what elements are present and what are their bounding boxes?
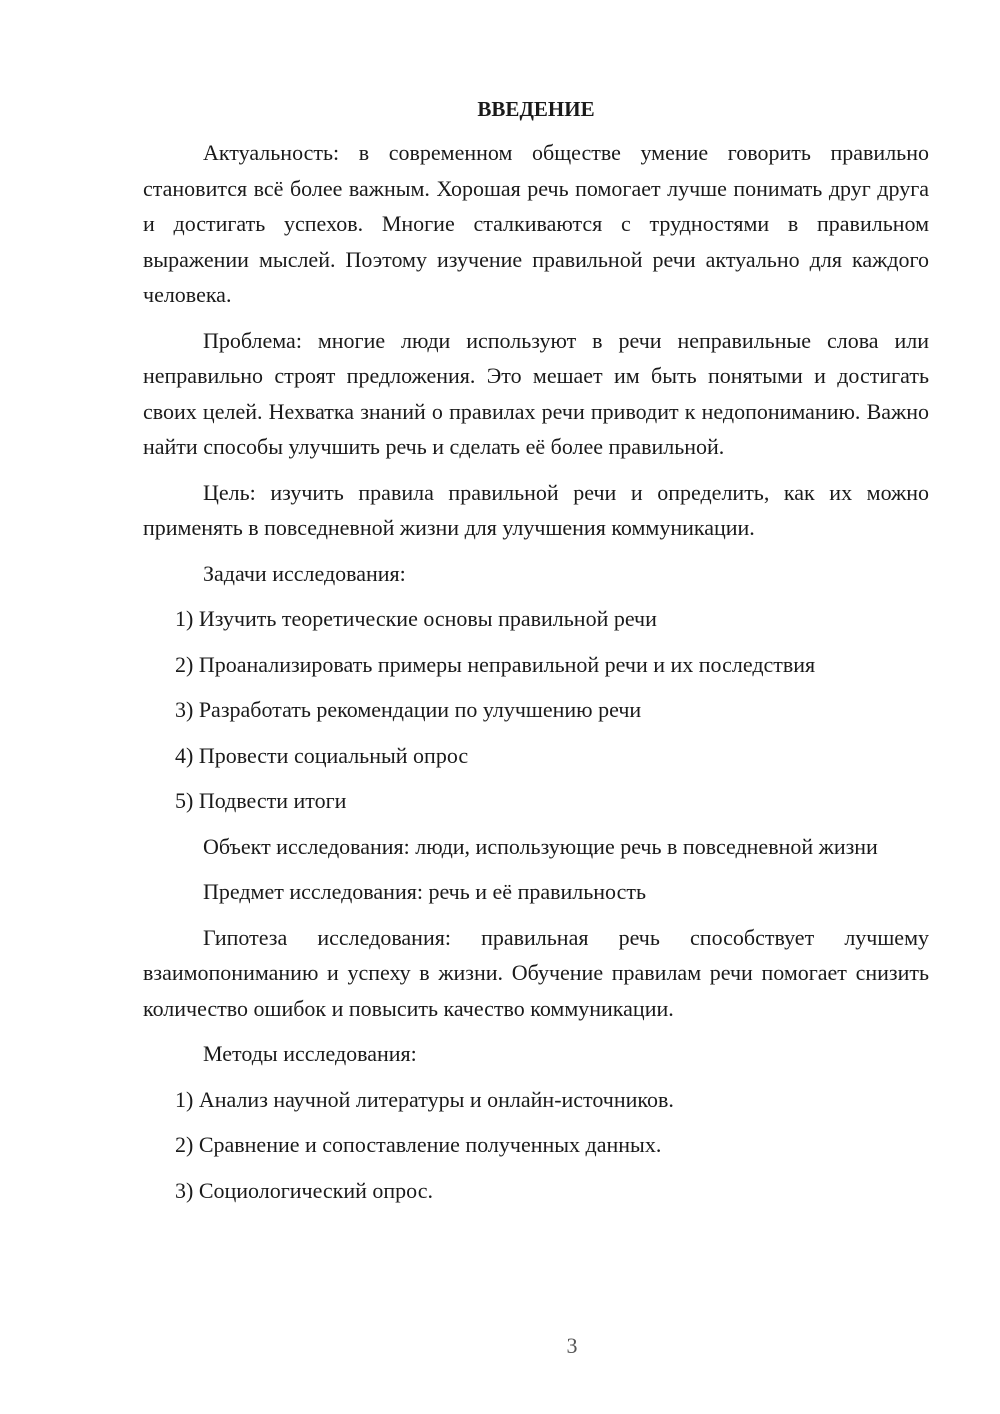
list-item: 2) Проанализировать примеры неправильной речи и их последствия [175,651,816,677]
methods-list [143,1082,929,1209]
tasks-list [143,601,929,819]
subject-paragraph: Предмет исследования: речь и её правильность [203,879,647,904]
list-item: 1) Анализ научной литературы и онлайн-источников. [175,1086,674,1112]
problem-paragraph: Проблема: многие люди используют в речи неправильные слова или неправильно строят предложения. Это мешает им быть понятыми и достигать своих целей. Нехватка знаний о правилах речи приводит к недопониманию. Важно найти способы улучшить речь и сделать её более правильной. [143,327,929,459]
goal-paragraph: Цель: изучить правила правильной речи и определить, как их можно применять в повседневной жизни для улучшения коммуникации. [143,479,929,540]
list-item: 1) Изучить теоретические основы правильной речи [175,606,657,631]
page-number: 3 [566,1333,578,1358]
list-item: 4) Провести социальный опрос [175,742,469,768]
list-item: 3) Разработать рекомендации по улучшению речи [175,697,642,722]
object-paragraph: Объект исследования: люди, использующие речь в повседневной жизни [203,833,878,859]
list-item: 5) Подвести итоги [175,788,347,813]
document-page [143,92,929,1218]
methods-heading: Методы исследования: [203,1041,417,1066]
list-item: 2) Сравнение и сопоставление полученных данных. [175,1132,662,1157]
tasks-heading: Задачи исследования: [203,560,406,586]
list-item: 3) Социологический опрос. [175,1177,433,1203]
hypothesis-paragraph: Гипотеза исследования: правильная речь способствует лучшему взаимопониманию и успеху в жизни. Обучение правилам речи помогает снизить количество ошибок и повысить качество коммуникации. [143,924,929,1021]
relevance-paragraph: Актуальность: в современном обществе умение говорить правильно становится всё более важным. Хорошая речь помогает лучше понимать друг друга и достигать успехов. Многие сталкиваются с трудностями в правильном выражении мыслей. Поэтому изучение правильной речи актуально для каждого человека. [143,140,929,307]
page-title: ВВЕДЕНИЕ [477,97,595,121]
